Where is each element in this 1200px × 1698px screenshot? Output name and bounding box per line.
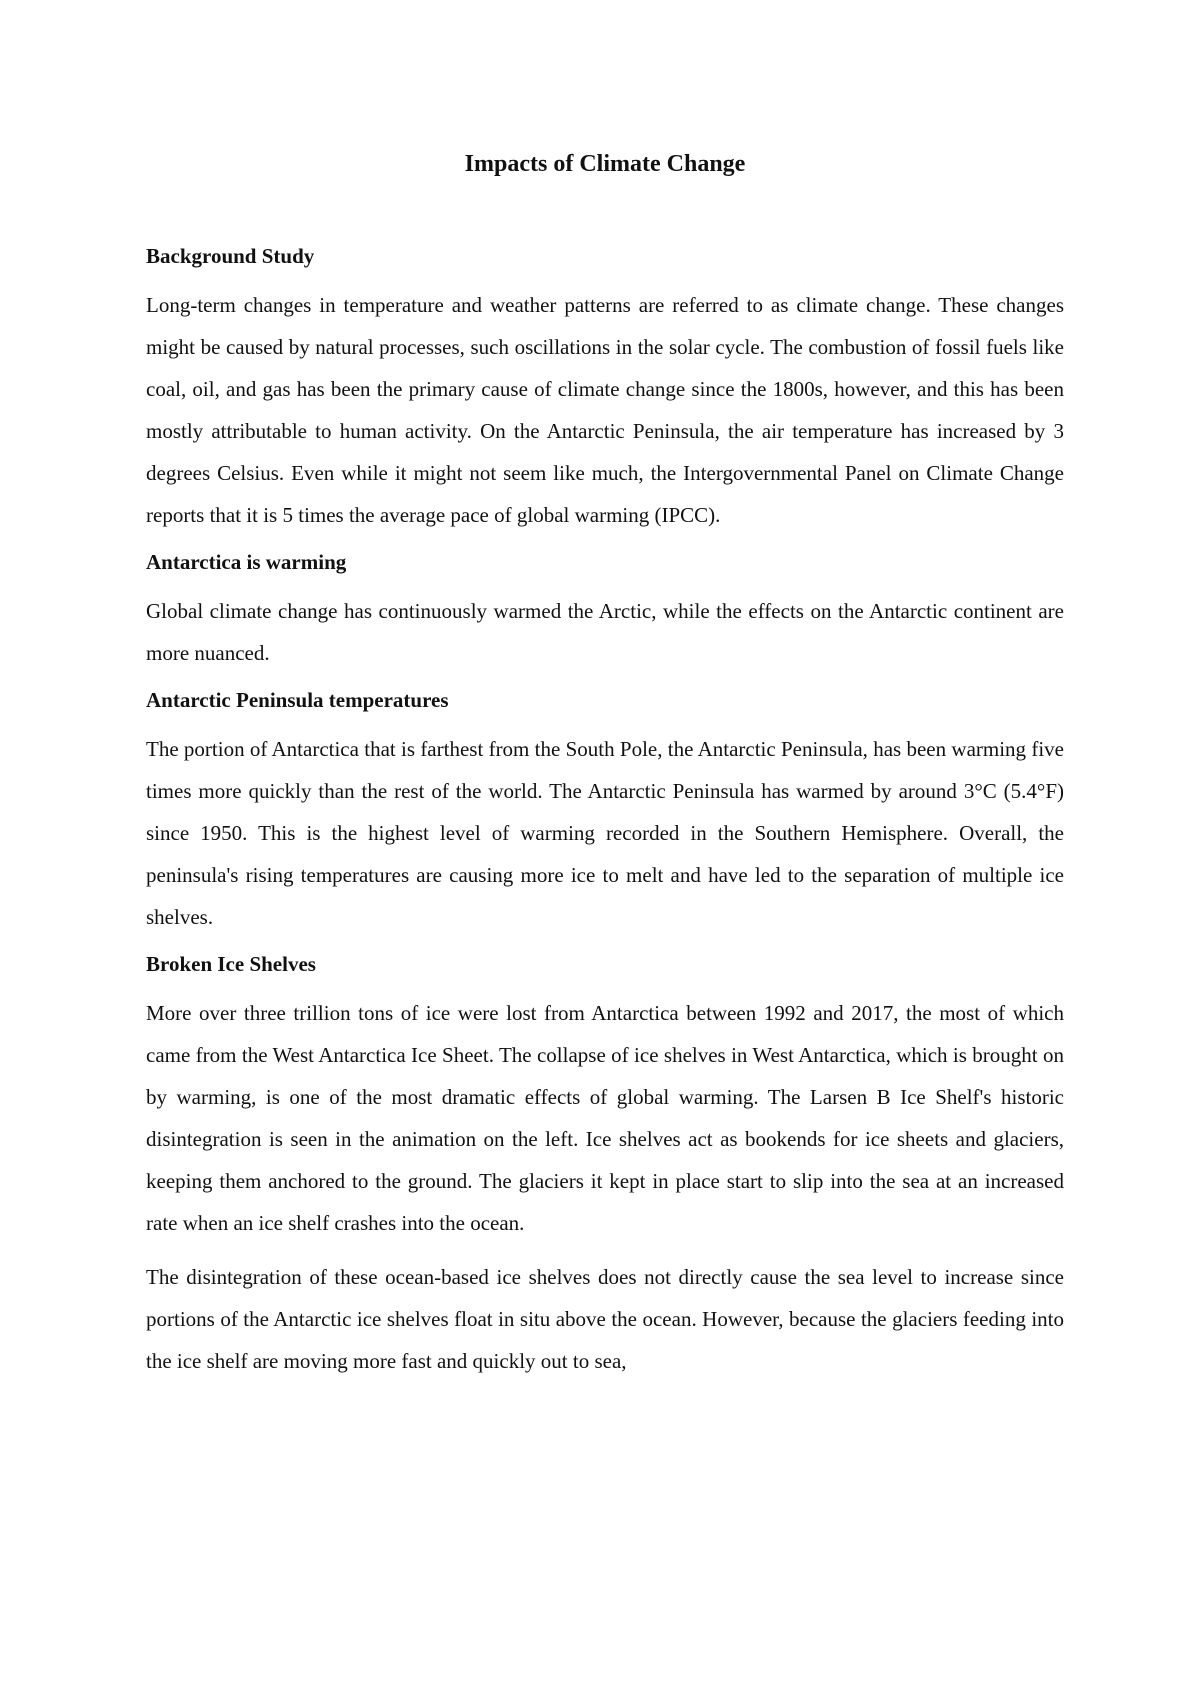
paragraph: The disintegration of these ocean-based ice shelves does not directly cause the sea level to increase since portions of the Antarctic ice shelves float in situ above the ocean. However, because the glaciers feeding into the ice shelf are moving more fast and quickly out to sea, [146, 1265, 1064, 1373]
section-heading: Antarctic Peninsula temperatures [146, 688, 449, 712]
section-peninsula-temperatures [146, 686, 1064, 938]
section-background-study [146, 242, 1064, 536]
section-heading: Background Study [146, 244, 315, 268]
paragraph: Long-term changes in temperature and weather patterns are referred to as climate change. These changes might be caused by natural processes, such oscillations in the solar cycle. The combustion of fossil fuels like coal, oil, and gas has been the primary cause of climate change since the 1800s, however, and this has been mostly attributable to human activity. On the Antarctic Peninsula, the air temperature has increased by 3 degrees Celsius. Even while it might not seem like much, the Intergovernmental Panel on Climate Change reports that it is 5 times the average pace of global warming (IPCC). [146, 293, 1064, 527]
paragraph: More over three trillion tons of ice were lost from Antarctica between 1992 and 2017, the most of which came from the West Antarctica Ice Sheet. The collapse of ice shelves in West Antarctica, which is brought on by warming, is one of the most dramatic effects of global warming. The Larsen B Ice Shelf's historic disintegration is seen in the animation on the left. Ice shelves act as bookends for ice sheets and glaciers, keeping them anchored to the ground. The glaciers it kept in place start to slip into the sea at an increased rate when an ice shelf crashes into the ocean. [146, 1001, 1064, 1235]
document-title: Impacts of Climate Change [464, 151, 746, 177]
paragraph: Global climate change has continuously warmed the Arctic, while the effects on the Antarctic continent are more nuanced. [146, 599, 1064, 665]
section-heading: Broken Ice Shelves [146, 952, 316, 976]
paragraph: The portion of Antarctica that is farthest from the South Pole, the Antarctic Peninsula, has been warming five times more quickly than the rest of the world. The Antarctic Peninsula has warmed by around 3°C (5.4°F) since 1950. This is the highest level of warming recorded in the Southern Hemisphere. Overall, the peninsula's rising temperatures are causing more ice to melt and have led to the separation of multiple ice shelves. [146, 737, 1064, 929]
section-heading: Antarctica is warming [146, 550, 347, 574]
section-broken-ice-shelves [146, 950, 1064, 1382]
document-body [146, 148, 1064, 1382]
section-antarctica-warming [146, 548, 1064, 674]
